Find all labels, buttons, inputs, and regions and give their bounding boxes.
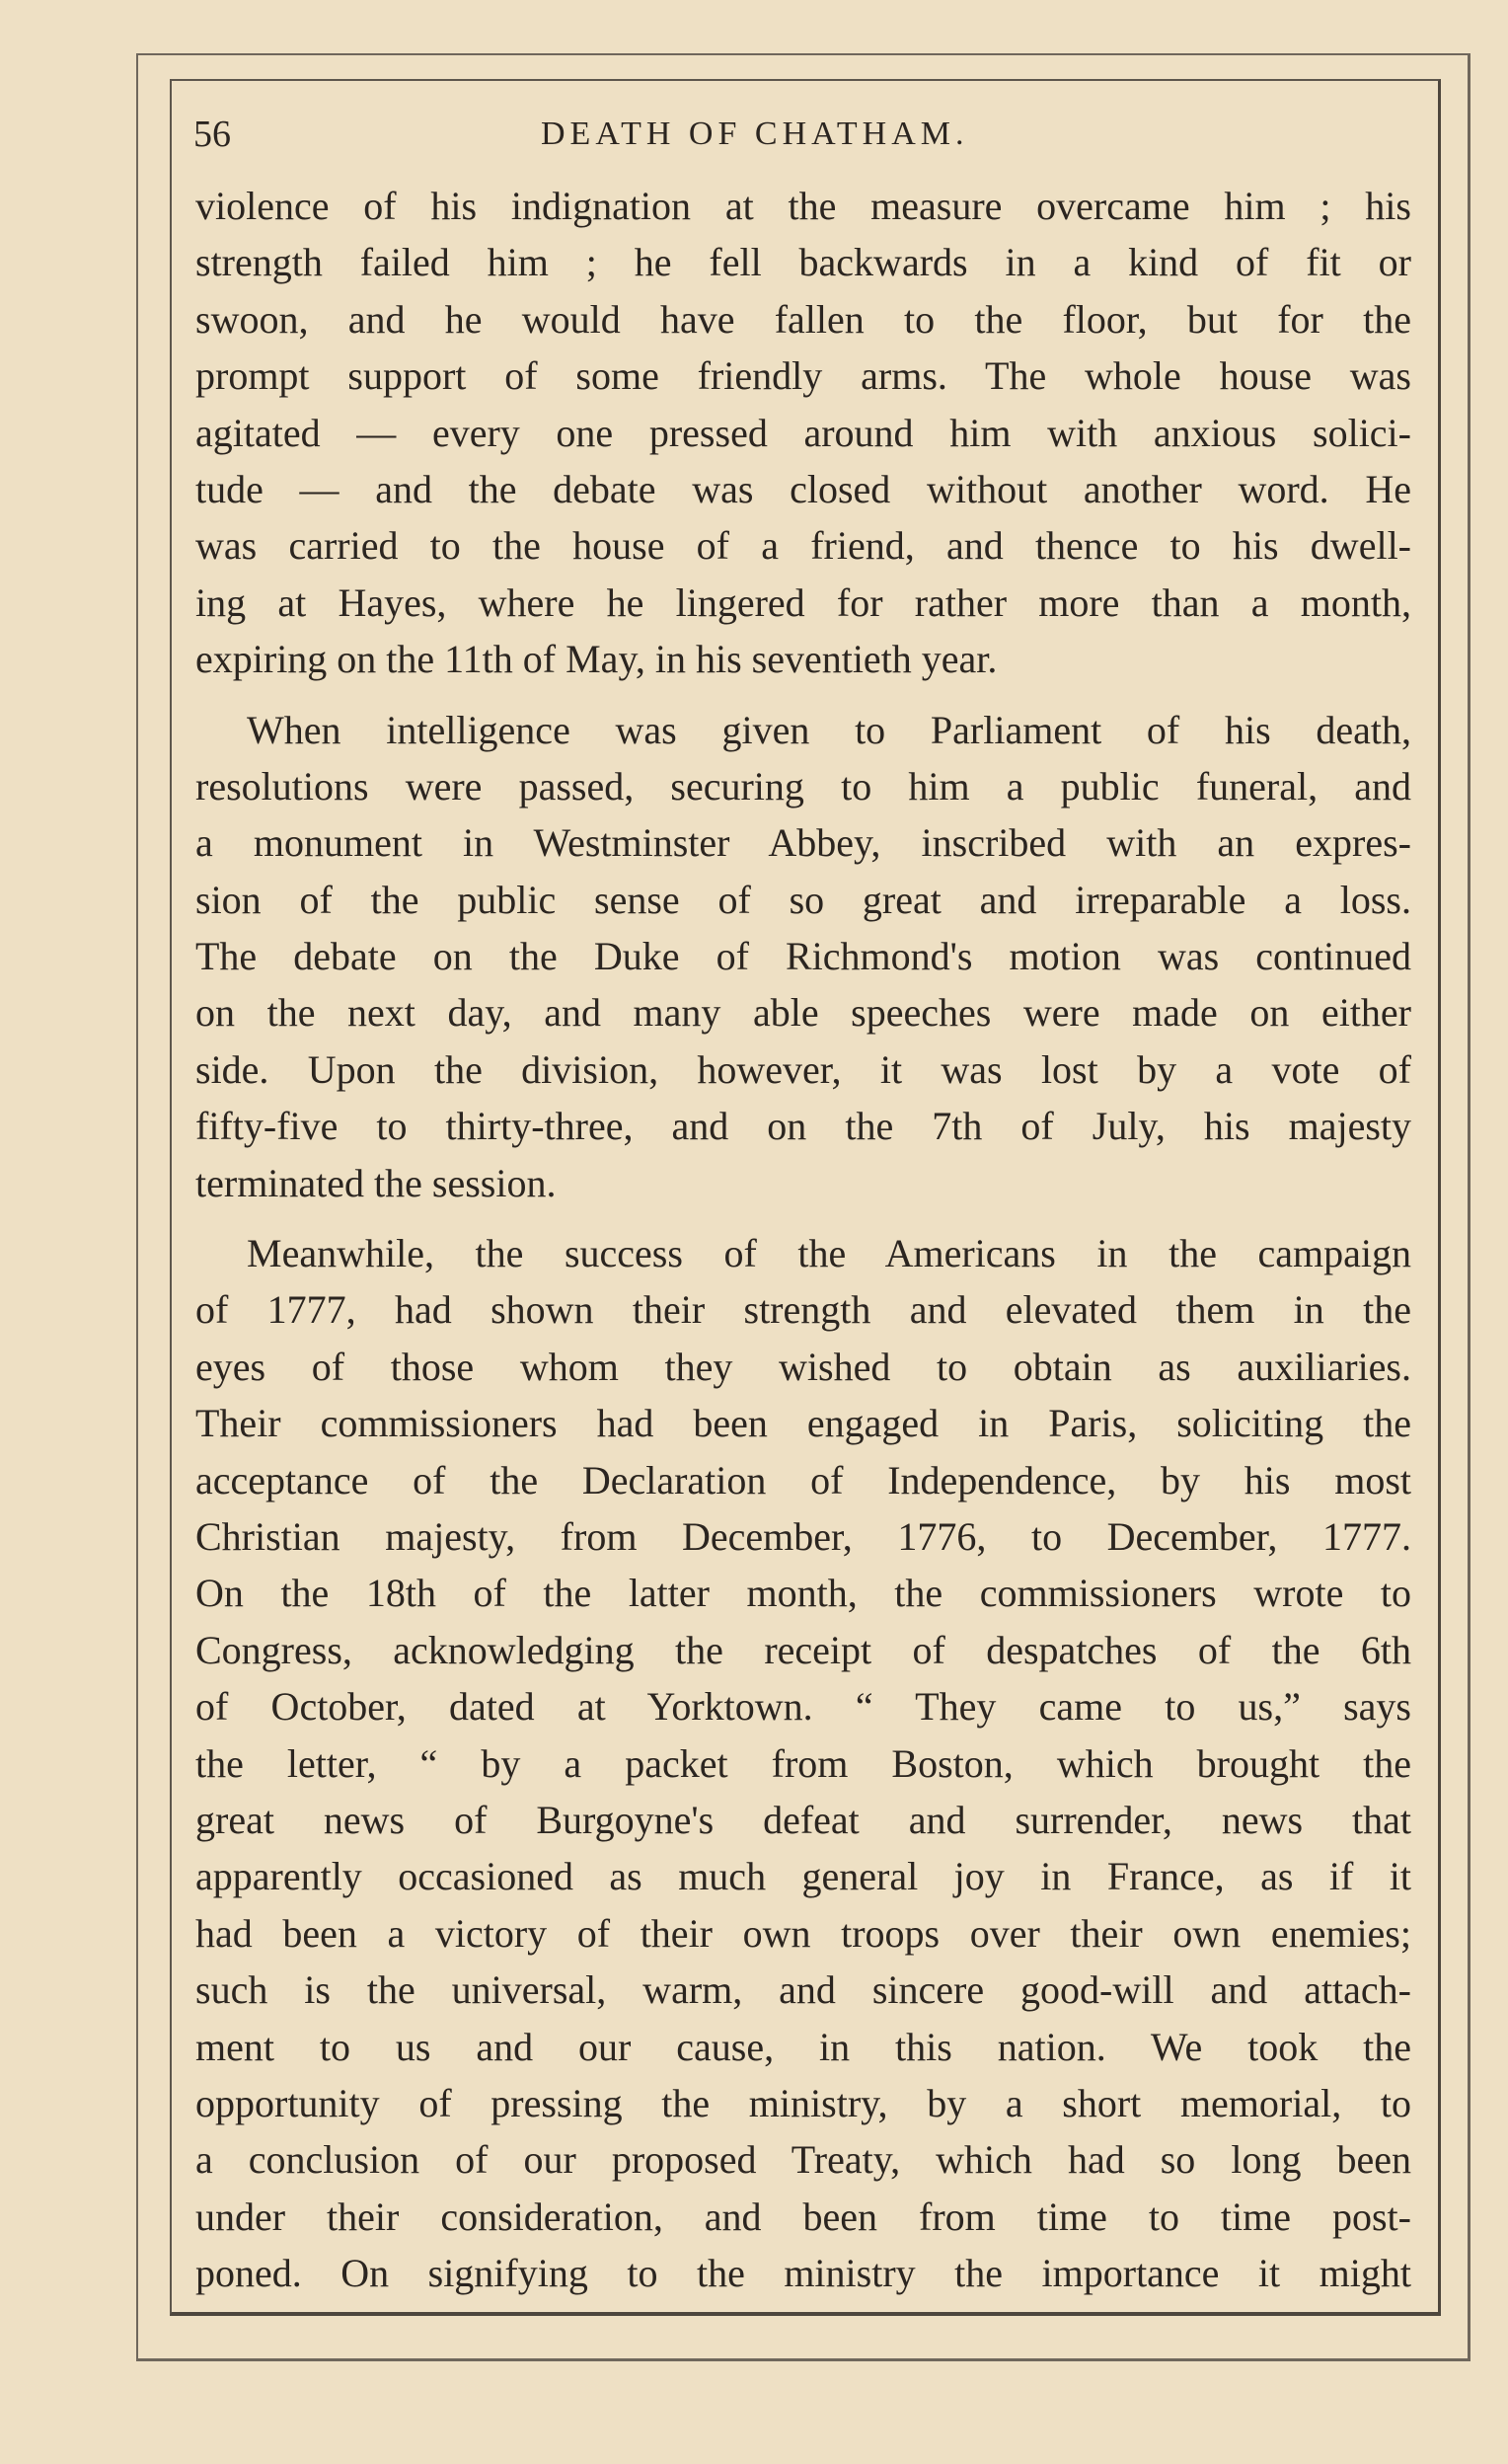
text-line: Their commissioners had been engaged in Paris, soliciting the <box>195 1401 1411 1446</box>
text-line: The debate on the Duke of Richmond's motion was continued <box>195 934 1411 979</box>
paragraph <box>195 178 1411 688</box>
text-line: agitated — every one pressed around him with anxious solici- <box>195 410 1411 455</box>
text-line: Meanwhile, the success of the Americans in the campaign <box>247 1231 1411 1276</box>
text-line: poned. On signifying to the ministry the importance it might <box>195 2251 1411 2296</box>
text-line: a conclusion of our proposed Treaty, which had so long been <box>195 2137 1411 2183</box>
text-line: ment to us and our cause, in this nation. We took the <box>195 2024 1411 2069</box>
text-line: such is the universal, warm, and sincere good-will and attach- <box>195 1967 1411 2013</box>
paragraph-gap <box>195 1211 1411 1225</box>
text-line: acceptance of the Declaration of Independence, by his most <box>195 1457 1411 1502</box>
text-line: terminated the session. <box>195 1160 557 1205</box>
paragraph <box>195 702 1411 1212</box>
text-line: On the 18th of the latter month, the commissioners wrote to <box>195 1571 1411 1616</box>
text-line: swoon, and he would have fallen to the floor, but for the <box>195 296 1411 342</box>
page-number: 56 <box>193 114 231 155</box>
text-line: apparently occasioned as much general joy in France, as if it <box>195 1854 1411 1899</box>
text-line: of 1777, had shown their strength and elevated them in the <box>195 1287 1411 1333</box>
text-line: the letter, “ by a packet from Boston, which brought the <box>195 1740 1411 1786</box>
text-line: opportunity of pressing the ministry, by a short memorial, to <box>195 2080 1411 2125</box>
text-line: sion of the public sense of so great and irreparable a loss. <box>195 877 1411 922</box>
text-line: fifty-five to thirty-three, and on the 7th of July, his majesty <box>195 1104 1411 1149</box>
paragraph-gap <box>195 688 1411 702</box>
text-line: of October, dated at Yorktown. “ They came to us,” says <box>195 1684 1411 1730</box>
text-line: side. Upon the division, however, it was lost by a vote of <box>195 1046 1411 1092</box>
text-line: a monument in Westminster Abbey, inscribed with an expres- <box>195 820 1411 866</box>
text-line: eyes of those whom they wished to obtain as auxiliaries. <box>195 1344 1411 1389</box>
text-line: ing at Hayes, where he lingered for rather more than a month, <box>195 579 1411 625</box>
text-line: on the next day, and many able speeches were made on either <box>195 990 1411 1036</box>
running-head: DEATH OF CHATHAM. <box>541 116 969 152</box>
text-line: expiring on the 11th of May, in his seventieth year. <box>195 637 998 682</box>
text-line: violence of his indignation at the measure overcame him ; his <box>195 184 1411 228</box>
text-line: When intelligence was given to Parliament of his death, <box>247 707 1411 752</box>
text-line: strength failed him ; he fell backwards in a kind of fit or <box>195 240 1411 285</box>
page-header <box>193 107 1417 162</box>
text-line: had been a victory of their own troops over their own enemies; <box>195 1910 1411 1956</box>
text-line: prompt support of some friendly arms. The whole house was <box>195 353 1411 399</box>
text-line: Congress, acknowledging the receipt of despatches of the 6th <box>195 1627 1411 1672</box>
text-line: Christian majesty, from December, 1776, to December, 1777. <box>195 1513 1411 1559</box>
text-line: great news of Burgoyne's defeat and surrender, news that <box>195 1797 1411 1842</box>
text-line: resolutions were passed, securing to him a public funeral, and <box>195 763 1411 808</box>
text-line: was carried to the house of a friend, and thence to his dwell- <box>195 523 1411 569</box>
text-line: under their consideration, and been from time to time post- <box>195 2194 1411 2239</box>
paragraph <box>195 1225 1411 2301</box>
body-text <box>195 178 1411 2301</box>
text-line: tude — and the debate was closed without another word. He <box>195 466 1411 511</box>
